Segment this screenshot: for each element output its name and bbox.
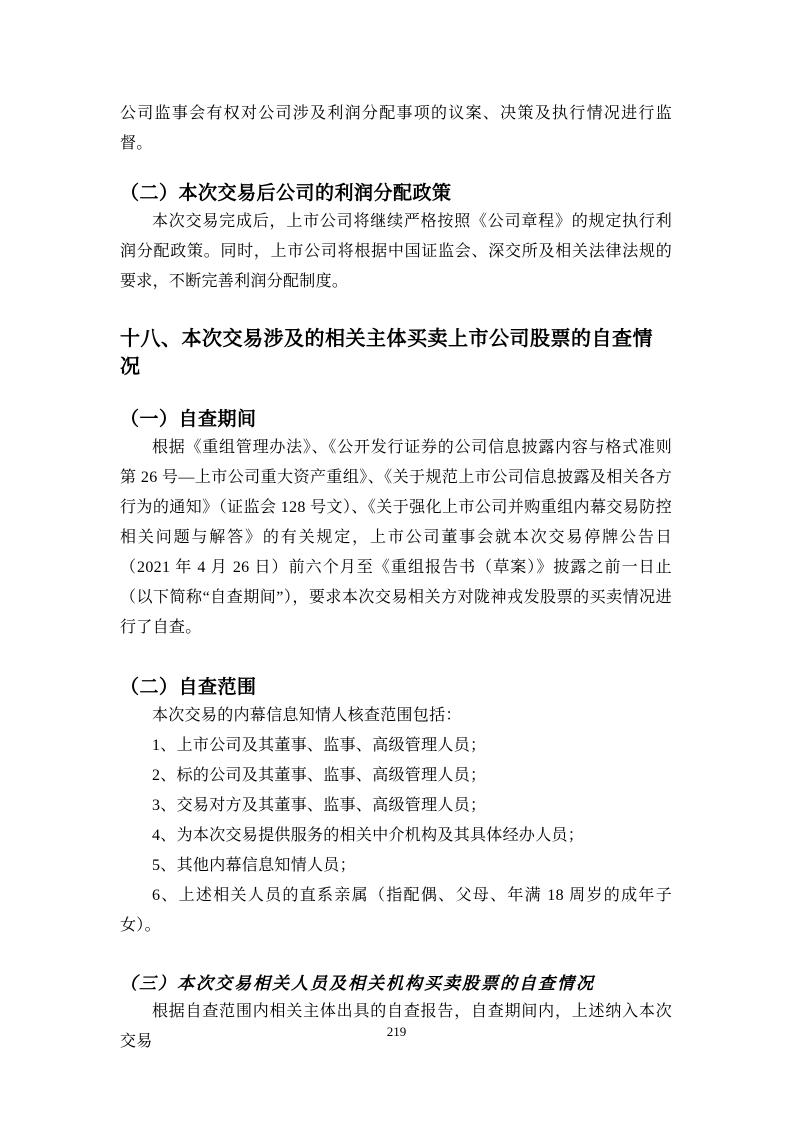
paragraph-self-inspection-period: 根据《重组管理办法》、《公开发行证券的公司信息披露内容与格式准则第 26 号—上市公司重大资产重组》、《关于规范上市公司信息披露及相关各方行为的通知》（证监会 128 号文）、《关于强化上市公司并购重组内幕交易防控相关问题与解答》的有关规定，上市公司董事会就本次交易停牌公告日（2021 年 4 月 26 日）前六个月至《重组报告书（草案）》披露之前一日止（以下简称“自查期间”），要求本次交易相关方对陇神戎发股票的买卖情况进行了自查。 (120, 439, 672, 636)
list-item-4: 4、为本次交易提供服务的相关中介机构及其具体经办人员； (152, 827, 585, 844)
chapter-heading-18: 十八、本次交易涉及的相关主体买卖上市公司股票的自查情况 (120, 328, 653, 378)
paragraph-trading-self-inspection: 根据自查范围内相关主体出具的自查报告，自查期间内，上述纳入本次交易 (120, 1003, 672, 1050)
page-number: 219 (386, 1024, 407, 1039)
section-heading-self-inspection-scope: （二）自查范围 (120, 677, 257, 698)
section-heading-profit-distribution-policy: （二）本次交易后公司的利润分配政策 (120, 183, 452, 204)
list-item-2: 2、标的公司及其董事、监事、高级管理人员； (152, 767, 487, 784)
section-heading-self-inspection-period: （一）自查期间 (120, 409, 257, 430)
paragraph-continuation: 公司监事会有权对公司涉及利润分配事项的议案、决策及执行情况进行监督。 (120, 105, 672, 152)
paragraph-scope-intro: 本次交易的内幕信息知情人核查范围包括： (152, 707, 462, 724)
list-item-5: 5、其他内幕信息知情人员； (152, 857, 356, 874)
list-item-1: 1、上市公司及其董事、监事、高级管理人员； (152, 737, 487, 754)
list-item-6: 6、上述相关人员的直系亲属（指配偶、父母、年满 18 周岁的成年子女）。 (120, 887, 672, 934)
list-item-3: 3、交易对方及其董事、监事、高级管理人员； (152, 797, 487, 814)
paragraph-profit-distribution: 本次交易完成后，上市公司将继续严格按照《公司章程》的规定执行利润分配政策。同时，上市公司将根据中国证监会、深交所及相关法律法规的要求，不断完善利润分配制度。 (120, 213, 672, 290)
section-heading-trading-self-inspection: （三）本次交易相关人员及相关机构买卖股票的自查情况 (120, 974, 595, 993)
